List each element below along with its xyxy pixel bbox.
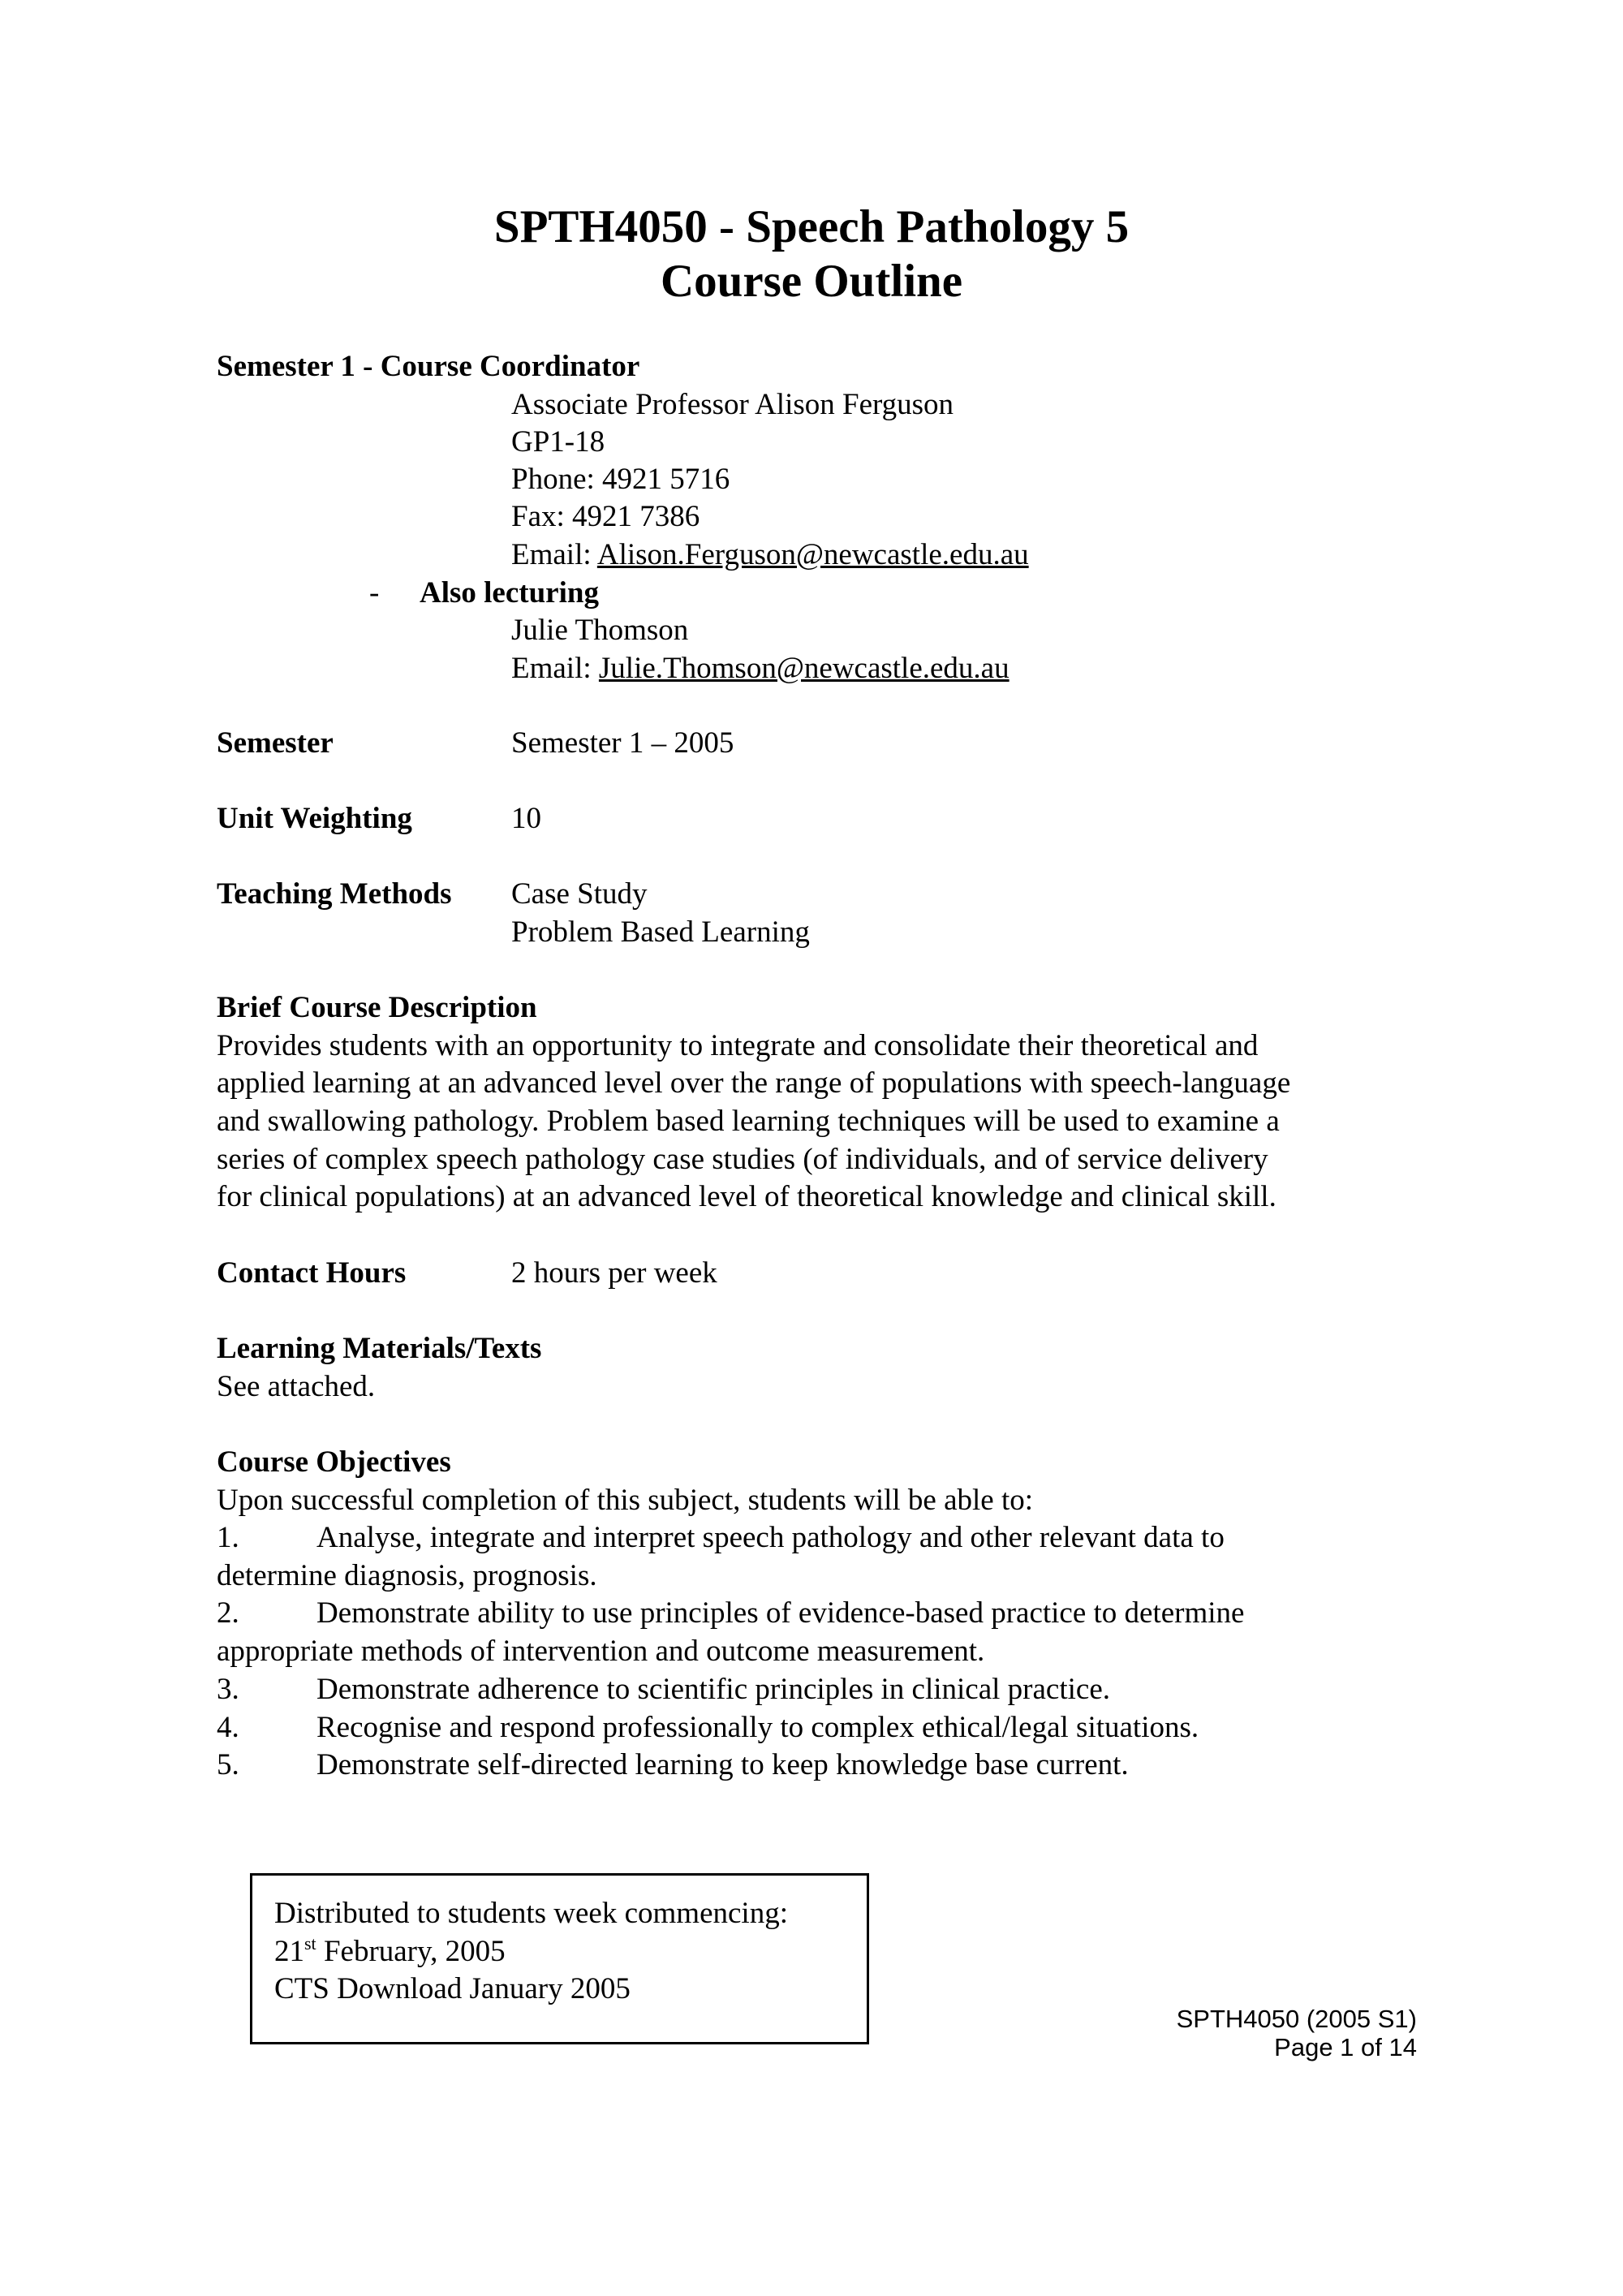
coordinator-email-link[interactable]: Alison.Ferguson@newcastle.edu.au	[596, 538, 1029, 571]
objectives-intro: Upon successful completion of this subject, students will be able to:	[217, 1484, 1034, 1517]
date-ordinal: st	[304, 1933, 316, 1954]
lecturer-email-link[interactable]: Julie.Thomson@newcastle.edu.au	[598, 652, 1010, 685]
cts-download-line: CTS Download January 2005	[274, 1972, 631, 2005]
description-line: and swallowing pathology. Problem based learning techniques will be used to examine a	[217, 1105, 1280, 1138]
materials-heading: Learning Materials/Texts	[217, 1332, 542, 1365]
coordinator-name: Associate Professor Alison Ferguson	[511, 388, 954, 421]
description-line: for clinical populations) at an advanced level of theoretical knowledge and clinical skill.	[217, 1180, 1276, 1213]
materials-text: See attached.	[217, 1370, 376, 1403]
footer-course-code: SPTH4050 (2005 S1)	[1176, 2005, 1417, 2033]
page-title: SPTH4050 - Speech Pathology 5	[493, 201, 1130, 252]
email-label: Email:	[511, 652, 599, 685]
description-line: series of complex speech pathology case studies (of individuals, and of service delivery	[217, 1143, 1268, 1176]
footer-page-number: Page 1 of 14	[1274, 2033, 1417, 2061]
objective-number: 3.	[217, 1673, 239, 1706]
distribution-line: Distributed to students week commencing:	[274, 1897, 788, 1930]
teaching-method-item: Problem Based Learning	[511, 915, 810, 949]
contact-hours-value: 2 hours per week	[511, 1256, 717, 1290]
distribution-box	[250, 1873, 869, 2044]
coordinator-room: GP1-18	[511, 425, 605, 459]
objective-text-cont: determine diagnosis, prognosis.	[217, 1559, 597, 1592]
coordinator-fax: Fax: 4921 7386	[511, 500, 700, 533]
objective-number: 5.	[217, 1748, 239, 1781]
date-day: 21	[274, 1935, 304, 1968]
objective-text: Recognise and respond professionally to complex ethical/legal situations.	[316, 1711, 1199, 1744]
objective-text: Demonstrate self-directed learning to keep knowledge base current.	[316, 1748, 1129, 1781]
objective-number: 2.	[217, 1596, 239, 1630]
objective-text: Analyse, integrate and interpret speech pathology and other relevant data to	[316, 1521, 1225, 1554]
objective-text: Demonstrate ability to use principles of evidence-based practice to determine	[316, 1596, 1245, 1630]
contact-hours-label: Contact Hours	[217, 1256, 407, 1290]
semester-label: Semester	[217, 726, 334, 760]
unit-weighting-value: 10	[511, 802, 541, 835]
page-subtitle: Course Outline	[660, 256, 963, 307]
teaching-methods-label: Teaching Methods	[217, 877, 452, 911]
objective-number: 4.	[217, 1711, 239, 1744]
objective-number: 1.	[217, 1521, 239, 1554]
description-heading: Brief Course Description	[217, 991, 537, 1024]
teaching-method-item: Case Study	[511, 877, 648, 911]
objective-text-cont: appropriate methods of intervention and outcome measurement.	[217, 1635, 985, 1668]
list-dash: -	[369, 576, 380, 610]
coordinator-email-row	[511, 536, 1029, 574]
email-label: Email:	[511, 538, 597, 571]
coordinator-heading: Semester 1 - Course Coordinator	[217, 350, 640, 383]
unit-weighting-label: Unit Weighting	[217, 802, 412, 835]
description-line: Provides students with an opportunity to integrate and consolidate their theoretical and	[217, 1029, 1259, 1062]
lecturer-name: Julie Thomson	[511, 614, 689, 647]
description-line: applied learning at an advanced level over the range of populations with speech-language	[217, 1066, 1291, 1100]
objective-text: Demonstrate adherence to scientific principles in clinical practice.	[316, 1673, 1111, 1706]
distribution-date	[274, 1933, 506, 1971]
date-rest: February, 2005	[316, 1935, 506, 1968]
objectives-heading: Course Objectives	[217, 1445, 451, 1479]
coordinator-phone: Phone: 4921 5716	[511, 463, 730, 496]
semester-value: Semester 1 – 2005	[511, 726, 734, 760]
lecturer-email-row	[511, 650, 1010, 687]
also-lecturing-heading: Also lecturing	[420, 576, 599, 610]
